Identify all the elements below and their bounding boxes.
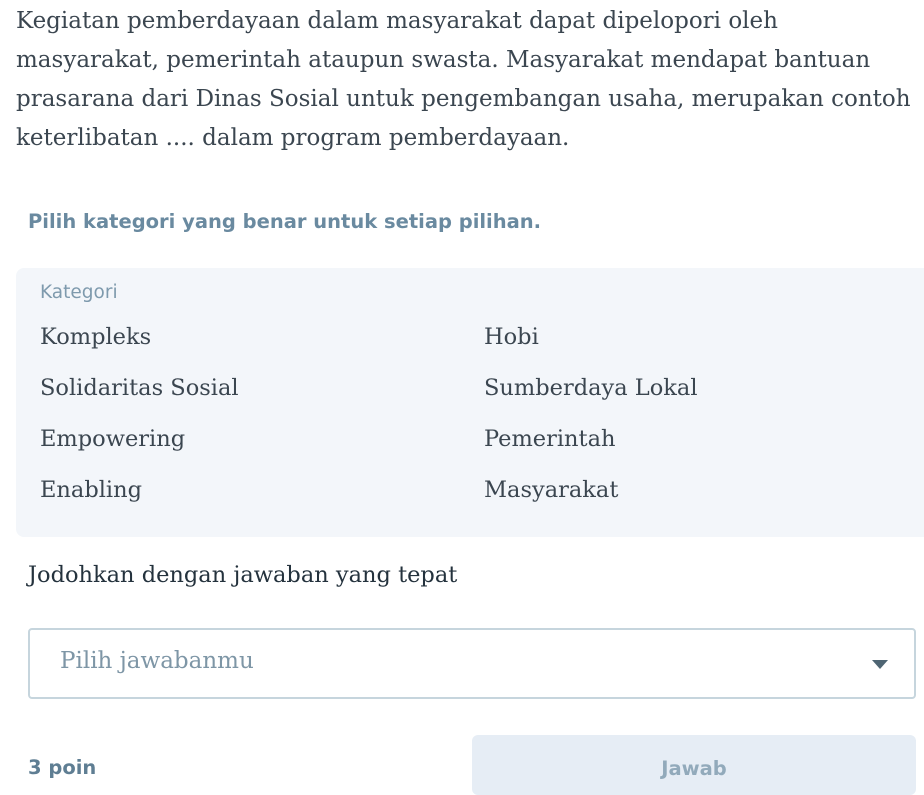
match-label: Jodohkan dengan jawaban yang tepat bbox=[28, 562, 458, 588]
category-item-hobi: Hobi bbox=[484, 324, 539, 350]
category-panel bbox=[16, 268, 924, 537]
answer-select[interactable] bbox=[28, 628, 916, 699]
category-heading: Kategori bbox=[40, 282, 118, 303]
category-item-masyarakat: Masyarakat bbox=[484, 477, 619, 503]
caret-down-icon[interactable] bbox=[872, 660, 888, 669]
category-item-kompleks: Kompleks bbox=[40, 324, 152, 350]
category-item-sumberdaya-lokal: Sumberdaya Lokal bbox=[484, 375, 698, 401]
answer-button-label: Jawab bbox=[661, 757, 727, 780]
answer-button[interactable] bbox=[472, 735, 916, 795]
category-item-enabling: Enabling bbox=[40, 477, 143, 503]
points-label: 3 poin bbox=[28, 756, 97, 779]
category-item-pemerintah: Pemerintah bbox=[484, 426, 616, 452]
select-placeholder: Pilih jawabanmu bbox=[60, 648, 254, 674]
category-item-solidaritas-sosial: Solidaritas Sosial bbox=[40, 375, 239, 401]
instruction-text: Pilih kategori yang benar untuk setiap pilihan. bbox=[28, 210, 542, 233]
category-item-empowering: Empowering bbox=[40, 426, 186, 452]
question-text: Kegiatan pemberdayaan dalam masyarakat dapat dipelopori oleh masyarakat, pemerintah ataupun swasta. Masyarakat mendapat bantuan prasarana dari Dinas Sosial untuk pengembangan usaha, merupakan contoh keterlibatan .... dalam program pemberdayaan. bbox=[16, 8, 911, 151]
